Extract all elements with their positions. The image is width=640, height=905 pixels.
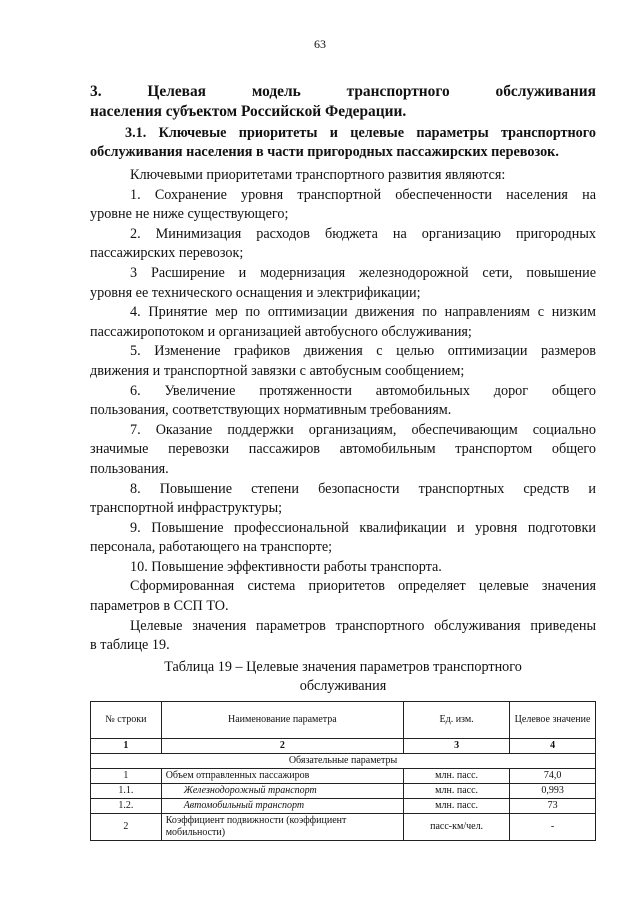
table-caption: Таблица 19 – Целевые значения параметров транспортного обслуживания: [164, 658, 522, 695]
subsection-heading-line-1: 3.1. Ключевые приоритеты и целевые параметры транспортного: [125, 125, 596, 141]
table-row: 1.1. Железнодорожный транспорт млн. пасс. 0,993: [91, 784, 596, 799]
table-row: 1 Объем отправленных пассажиров млн. пасс. 74,0: [91, 769, 596, 784]
table-header-row: [91, 702, 596, 739]
column-number-row: 1 2 3 4: [91, 739, 596, 754]
subsection-heading-line-2: обслуживания населения в части пригородных пассажирских перевозок.: [90, 144, 559, 160]
summary-paragraph: Сформированная система приоритетов определяет целевые значения параметров в ССП ТО.: [90, 578, 596, 615]
priority-item: 1. Сохранение уровня транспортной обеспеченности населения на уровне не ниже существующего;: [90, 186, 596, 223]
priority-item: 10. Повышение эффективности работы транспорта.: [130, 558, 442, 575]
header-cell: Целевое значение: [510, 702, 596, 739]
priority-item: 6. Увеличение протяженности автомобильных дорог общего пользования, соответствующих нормативным требованиям.: [90, 382, 596, 419]
table-section-row: Обязательные параметры: [91, 754, 596, 769]
header-cell: Ед. изм.: [404, 702, 510, 739]
priority-item: 3 Расширение и модернизация железнодорожной сети, повышение уровня ее технического оснащения и электрификации;: [90, 264, 596, 301]
section-heading-line-2: населения субъектом Российской Федерации.: [90, 103, 407, 120]
priority-item: 9. Повышение профессиональной квалификации и уровня подготовки персонала, работающего на транспорте;: [90, 519, 596, 556]
section-heading: [90, 82, 596, 122]
page-content: [90, 82, 596, 841]
header-cell: Наименование параметра: [161, 702, 403, 739]
priority-item: 2. Минимизация расходов бюджета на организацию пригородных пассажирских перевозок;: [90, 225, 596, 262]
priority-item: 4. Принятие мер по оптимизации движения по направлениям с низким пассажиропотоком и организацией автобусного обслуживания;: [90, 304, 596, 340]
table-row: 1.2. Автомобильный транспорт млн. пасс. 73: [91, 799, 596, 814]
table-row: 2 Коэффициент подвижности (коэффициент мобильности) пасс-км/чел. -: [91, 814, 596, 841]
intro-paragraph: Ключевыми приоритетами транспортного развития являются:: [130, 167, 506, 183]
priority-item: 7. Оказание поддержки организациям, обеспечивающим социально значимые перевозки пассажиров автомобильным транспортом общего пользования.: [90, 421, 596, 477]
section-heading-line-1: 3. Целевая модель транспортного обслуживания: [90, 83, 596, 100]
header-cell: № строки: [91, 702, 162, 739]
priority-item: 8. Повышение степени безопасности транспортных средств и транспортной инфраструктуры;: [90, 480, 596, 517]
table-reference-paragraph: Целевые значения параметров транспортного обслуживания приведены в таблице 19.: [90, 617, 596, 654]
target-parameters-table: [90, 701, 596, 841]
subsection-heading: [90, 124, 596, 162]
priority-item: 5. Изменение графиков движения с целью оптимизации размеров движения и транспортной завязки с автобусным сообщением;: [90, 343, 596, 379]
page-number: 63: [314, 37, 326, 51]
